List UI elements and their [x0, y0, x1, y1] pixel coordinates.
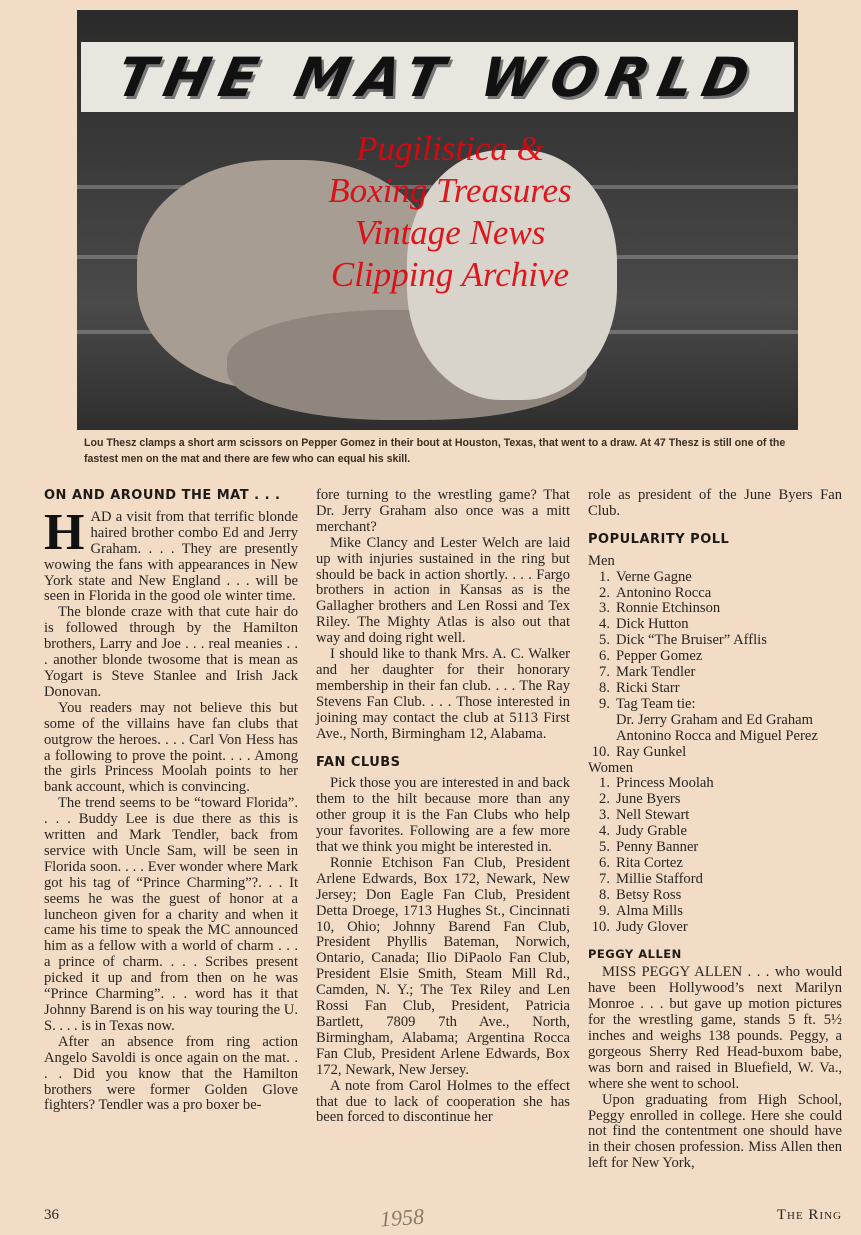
tag-team-entry: Antonino Rocca and Miguel Perez: [616, 727, 818, 744]
poll-item: [588, 792, 842, 808]
poll-rank: 5.: [599, 839, 610, 856]
title-banner: [81, 42, 794, 112]
poll-item: [588, 633, 842, 649]
paragraph: [44, 503, 298, 605]
poll-name: Nell Stewart: [616, 807, 690, 824]
poll-name: Tag Team tie:: [616, 695, 696, 712]
poll-item: [588, 570, 842, 586]
section-heading: POPULARITY POLL: [588, 531, 730, 547]
poll-rank: 8.: [599, 886, 610, 903]
section-heading: PEGGY ALLEN: [588, 947, 682, 962]
poll-item: [588, 601, 842, 617]
poll-name: Penny Banner: [616, 839, 699, 856]
poll-name: Judy Glover: [616, 918, 688, 935]
poll-rank: 10.: [591, 743, 610, 760]
section-heading: FAN CLUBS: [316, 754, 401, 770]
poll-item: [588, 824, 842, 840]
poll-item: [588, 776, 842, 792]
poll-rank: 2.: [599, 791, 610, 808]
poll-rank: 3.: [599, 807, 610, 824]
tag-team-entry: Dr. Jerry Graham and Ed Graham: [616, 711, 813, 728]
poll-item: [588, 586, 842, 602]
poll-name: Ricki Starr: [616, 679, 680, 696]
poll-item: [588, 745, 842, 761]
women-poll-list: [588, 776, 842, 935]
poll-name: Ronnie Etchinson: [616, 600, 721, 617]
poll-name: Ray Gunkel: [616, 743, 687, 760]
poll-rank: 1.: [599, 568, 610, 585]
poll-item: [588, 649, 842, 665]
paragraph: Ronnie Etchison Fan Club, President Arlene Edwards, Box 172, Newark, New Jersey; Don Eagle Fan Club, President Detta Droege, 1713 Hughes St., Cincinnati 10, Ohio; Johnny Barend Fan Club, President Phyllis Bateman, Norwich, Ontario, Canada; Ilio DiPaolo Fan Club, President Elsie Smith, Steam Mill Rd., Camden, N. Y.; The Tex Riley and Len Rossi Fan Club, President, Patricia Bartlett, 7809 7th Ave., North, Birmingham, Alabama; Argentina Rocca Fan Club, President Arlene Edwards, Box 172, Newark, New Jersey.: [316, 854, 570, 1078]
poll-item: [588, 697, 842, 713]
drop-cap: H: [44, 503, 85, 561]
poll-rank: 1.: [599, 775, 610, 792]
column-1: [44, 488, 298, 1114]
poll-rank: 5.: [599, 632, 610, 649]
poll-item: [588, 856, 842, 872]
paragraph: fore turning to the wrestling game? That Dr. Jerry Graham also once was a mitt merchant?: [316, 487, 570, 535]
section-heading: ON AND AROUND THE MAT . . .: [44, 488, 281, 503]
poll-rank: 3.: [599, 600, 610, 617]
poll-name: Pepper Gomez: [616, 648, 703, 665]
poll-rank: 7.: [599, 870, 610, 887]
column-3: [588, 488, 842, 1172]
paragraph: role as president of the June Byers Fan Club.: [588, 487, 842, 519]
men-poll-list: [588, 745, 842, 761]
paragraph: The trend seems to be “toward Florida”. . . . Buddy Lee is due there as this is written and Mark Tendler, back from service with Uncle Sam, will be seen in Florida soon. . . . Ever wonder where Mark got his tag of “Prince Charming”?. . . It seems he was the guest of honor at a luncheon given for a charity and when it came his time to speak the MC announced him as a fellow with a world of charm . . . a prince of charm. . . . Scribes present picked it up and from then on he was “Prince Charming”. . . word has it that Johnny Barend is on his way touring the U. S. . . . is in Texas now.: [44, 795, 298, 1034]
men-label: Men: [588, 552, 615, 569]
poll-name: Judy Grable: [616, 823, 687, 840]
poll-item: [588, 681, 842, 697]
watermark-line: Clipping Archive: [330, 255, 570, 294]
poll-item: [588, 888, 842, 904]
page-number: 36: [44, 1207, 59, 1223]
poll-name: Princess Moolah: [616, 775, 714, 792]
poll-rank: 6.: [599, 854, 610, 871]
watermark-line: Vintage News: [354, 213, 546, 252]
poll-rank: 6.: [599, 648, 610, 665]
poll-rank: 4.: [599, 616, 610, 633]
paragraph: A note from Carol Holmes to the effect that due to lack of cooperation she has been forced to discontinue her: [316, 1077, 570, 1126]
poll-name: Dick “The Bruiser” Afflis: [616, 632, 767, 649]
poll-rank: 2.: [599, 584, 610, 601]
paragraph: Upon graduating from High School, Peggy enrolled in college. Here she could not find the contentment one should have in their chosen profession. Miss Allen then left for New York,: [588, 1091, 842, 1172]
photo-caption: Lou Thesz clamps a short arm scissors on Pepper Gomez in their bout at Houston, Texas, that went to a draw. At 47 Thesz is still one of the fastest men on the mat and there are few who can equal his skill.: [84, 437, 786, 465]
paragraph: MISS PEGGY ALLEN . . . who would have been Hollywood’s next Marilyn Monroe . . . but gave up motion pictures for the wrestling game, stands 5 ft. 5½ inches and weighs 138 pounds. Peggy, a gorgeous Sherry Red Head-buxom babe, was born and raised in Bluefield, W. Va., where she went to school.: [588, 964, 842, 1092]
column-2: [316, 488, 570, 1126]
poll-name: Antonino Rocca: [616, 584, 712, 601]
poll-item: [588, 617, 842, 633]
paragraph: The blonde craze with that cute hair do is followed through by the Hamilton brothers, Larry and Joe . . . real meanies . . . another blonde twosome that is mean as Yogart is Steve Stanlee and Irish Jack Donovan.: [44, 604, 298, 700]
poll-name: Verne Gagne: [616, 568, 692, 585]
paragraph: You readers may not believe this but some of the villains have fan clubs that outgrow the heroes. . . . Carl Von Hess has a following to prove the point. . . . Among the girls Princess Moolah points to her bank account, which is convincing.: [44, 699, 298, 796]
paragraph: Pick those you are interested in and back them to the hilt because more than any other group it is the Fan Clubs who help your favorites. Following are a few more that we think you might be interested in.: [316, 775, 570, 856]
poll-rank: 9.: [599, 902, 610, 919]
handwritten-year: 1958: [379, 1203, 425, 1232]
referee-figure: [407, 150, 617, 400]
magazine-name: The Ring: [776, 1207, 842, 1223]
poll-item: [588, 840, 842, 856]
paragraph: Mike Clancy and Lester Welch are laid up with injuries sustained in the ring but should be back in action shortly. . . . Fargo brothers in action in Kansas as is the Gallagher brothers and Len Rossi and Tex Riley. The Mighty Atlas is also out that way and doing right well.: [316, 534, 570, 647]
poll-rank: 8.: [599, 679, 610, 696]
poll-name: June Byers: [616, 791, 681, 808]
men-poll-list: [588, 570, 842, 713]
poll-rank: 4.: [599, 823, 610, 840]
watermark-line: Boxing Treasures: [328, 171, 572, 210]
wrestling-photo: [77, 10, 798, 430]
watermark-line: Pugilistica &: [356, 129, 544, 168]
poll-item: [588, 904, 842, 920]
poll-name: Alma Mills: [616, 902, 683, 919]
poll-name: Millie Stafford: [616, 870, 703, 887]
poll-item: [588, 872, 842, 888]
paragraph: I should like to thank Mrs. A. C. Walker and her daughter for their honorary membership in their fan club. . . . The Ray Stevens Fan Club. . . . Those interested in joining may contact the club at 5113 First Ave., North, Birmingham 12, Alabama.: [316, 646, 570, 742]
banner-title: THE MAT WORLD: [110, 45, 765, 109]
paragraph: After an absence from ring action Angelo Savoldi is once again on the mat. . . . Did you know that the Hamilton brothers were former Golden Glove fighters? Tendler was a pro boxer be-: [44, 1033, 298, 1114]
poll-name: Betsy Ross: [616, 886, 682, 903]
poll-rank: 9.: [599, 695, 610, 712]
poll-name: Mark Tendler: [616, 664, 696, 681]
poll-rank: 10.: [591, 918, 610, 935]
paragraph-text: AD a visit from that terrific blonde haired brother combo Ed and Jerry Graham. . . . They are presently wowing the fans with appearances in New York state and New England . . . will be seen in Florida in the good ole winter time.: [44, 508, 298, 605]
poll-item: [588, 808, 842, 824]
women-label: Women: [588, 759, 634, 776]
poll-item: [588, 920, 842, 936]
poll-name: Rita Cortez: [616, 854, 683, 871]
poll-name: Dick Hutton: [616, 616, 689, 633]
poll-rank: 7.: [599, 664, 610, 681]
poll-item: [588, 665, 842, 681]
